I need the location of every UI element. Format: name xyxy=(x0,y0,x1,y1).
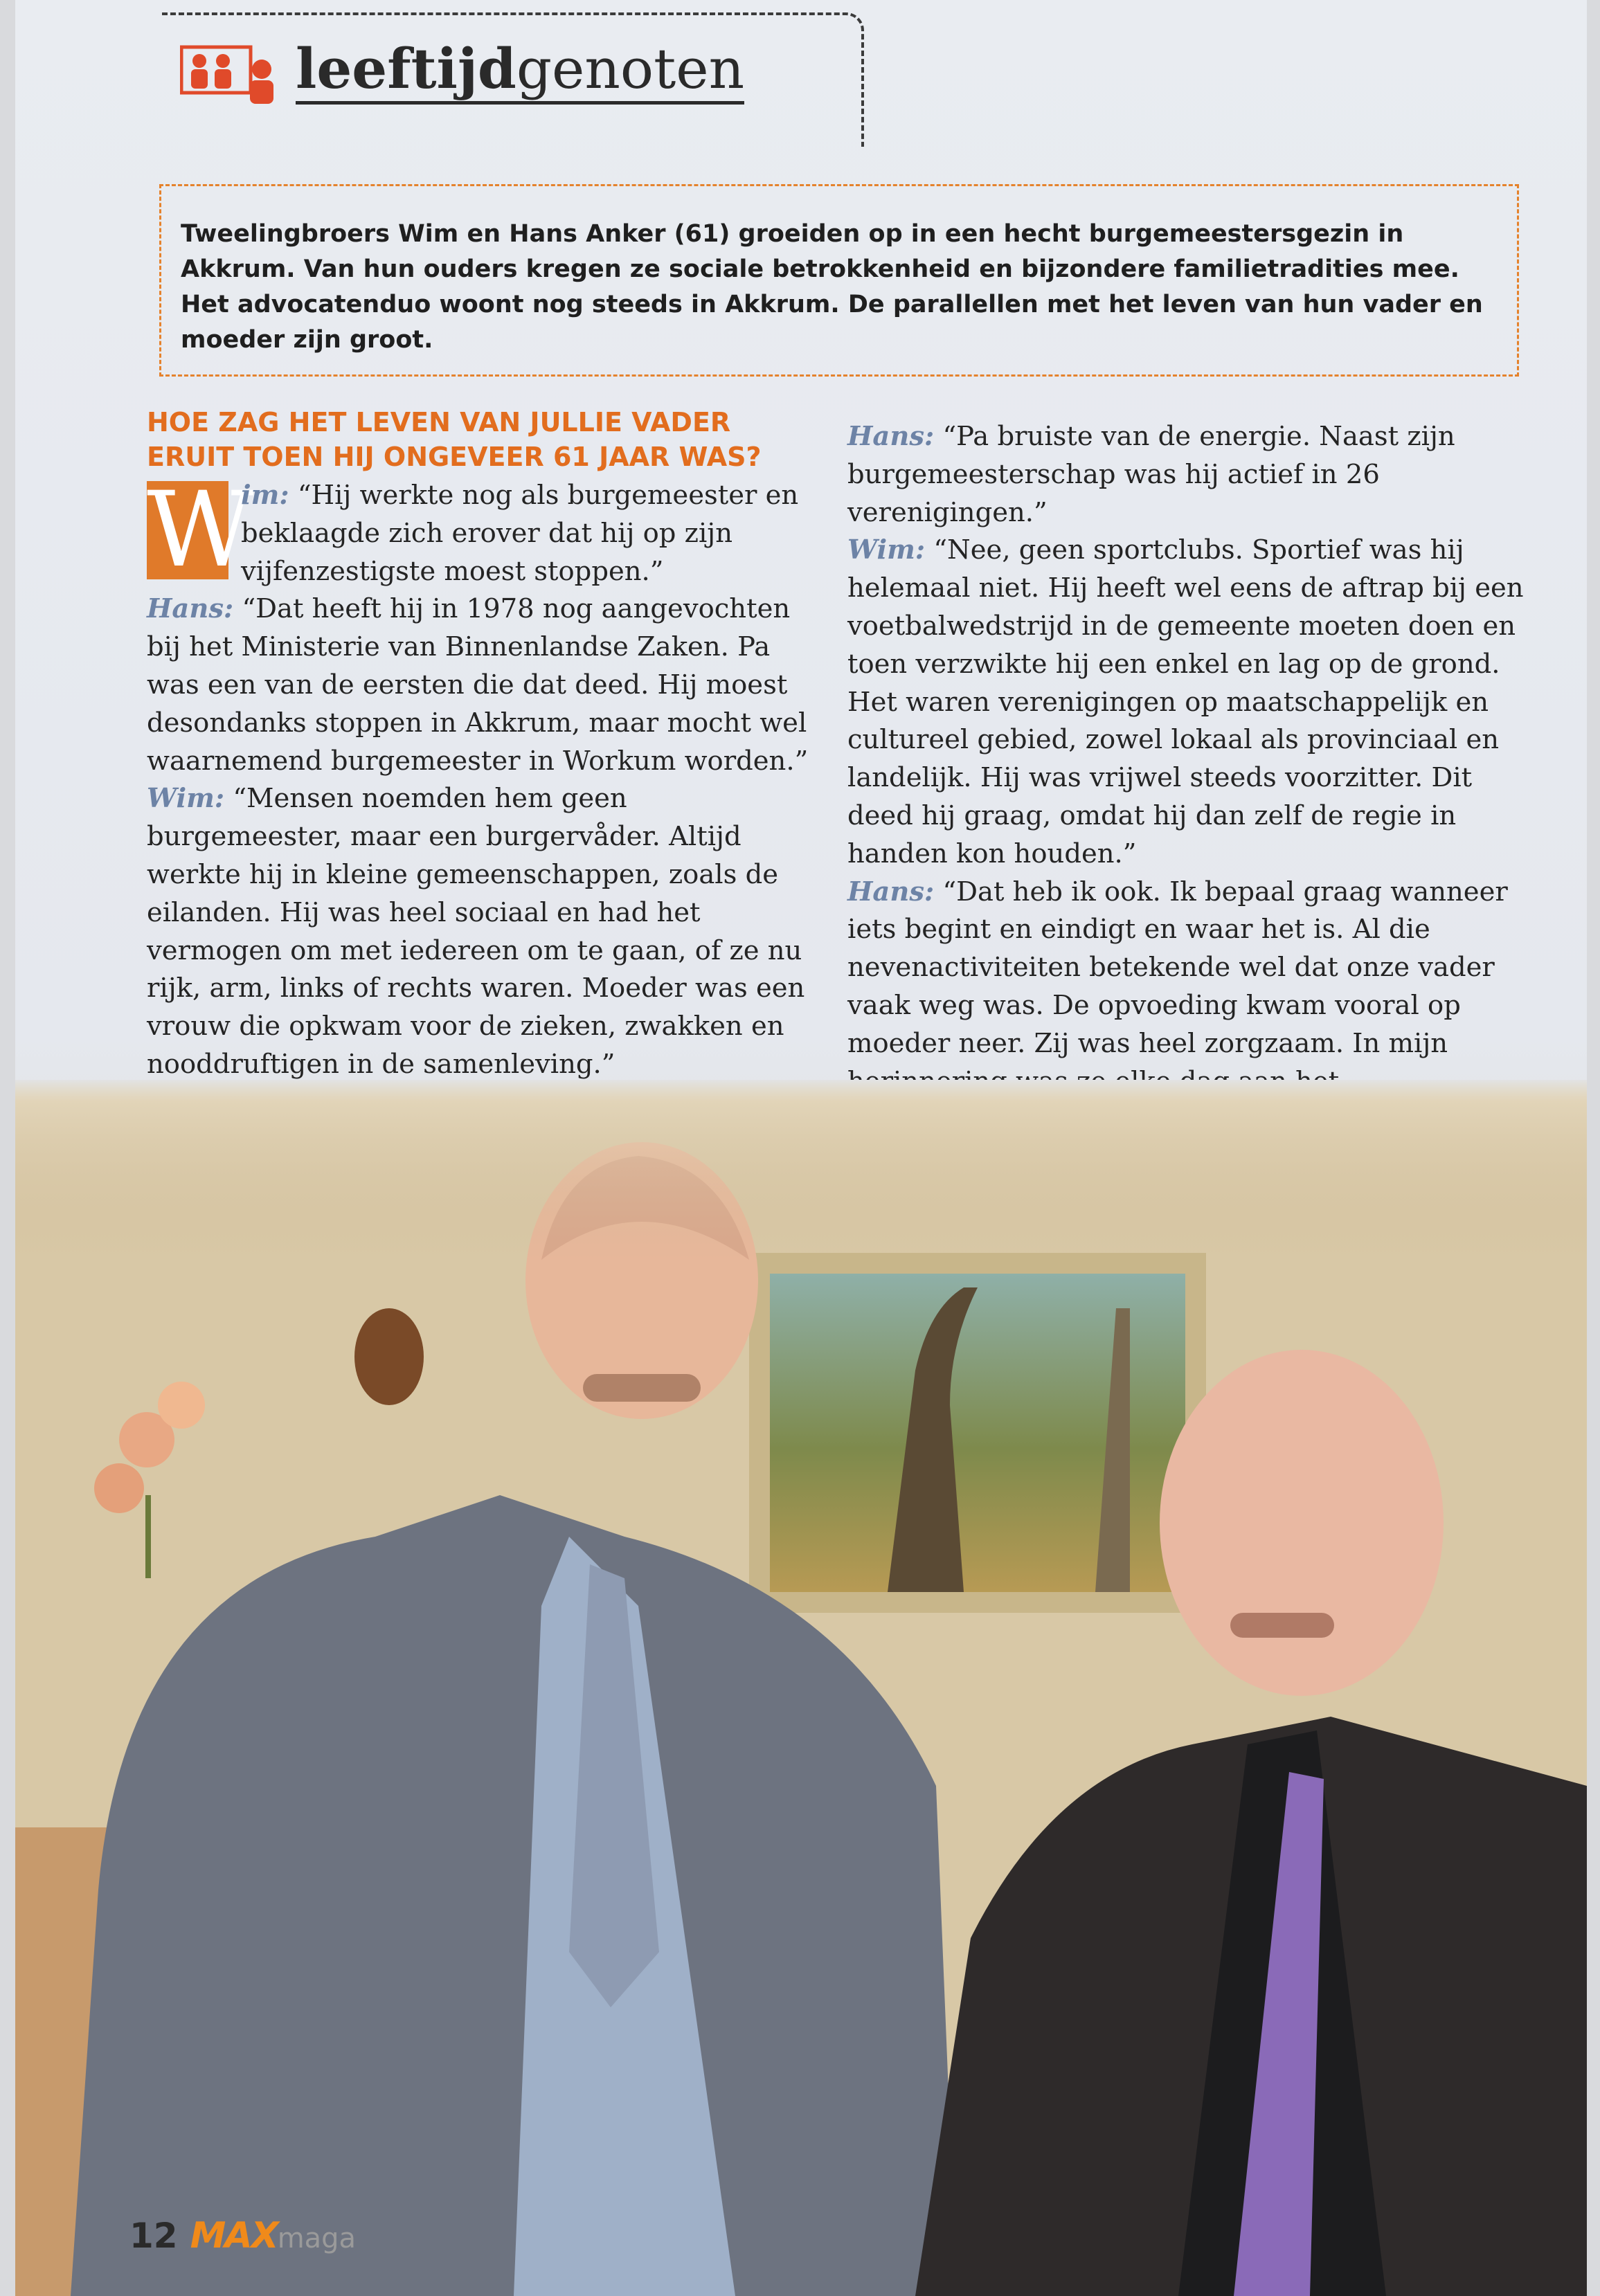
magazine-brand-rest: maga xyxy=(277,2223,357,2254)
speaker-label: Wim: xyxy=(147,783,225,815)
magazine-brand: MAX xyxy=(190,2215,278,2257)
paragraph xyxy=(147,470,811,590)
page-number: 12 xyxy=(129,2216,178,2256)
paragraph xyxy=(847,418,1543,532)
section-title-bold: leeftijd xyxy=(296,36,516,101)
people-group-icon xyxy=(180,43,282,105)
paragraph-text: “Nee, geen sportclubs. Sportief was hij helemaal niet. Hij heeft wel eens de aftrap bij een voetbalwedstrijd in de gemeente moeten doen en toen verzwikte hij een enkel en lag op de grond. Het waren verenigingen op maatschappelijk en cultureel gebied, zowel lokaal als provinciaal en landelijk. Hij was vrijwel steeds voorzitter. Dit deed hij graag, omdat hij dan zelf de regie in handen kon houden.” xyxy=(847,534,1524,869)
intro-box: Tweelingbroers Wim en Hans Anker (61) groeiden op in een hecht burgemeestersgezin in Akkrum. Van hun ouders kregen ze sociale betrokkenheid en bijzondere familietradities mee. Het advocatenduo woont nog steeds in Akkrum. De parallellen met het leven van hun vader en moeder zijn groot. xyxy=(159,184,1519,377)
magazine-page xyxy=(15,0,1587,2296)
drop-cap: W xyxy=(147,470,254,590)
article-column-left xyxy=(147,405,811,1084)
paragraph xyxy=(147,780,811,1083)
paragraph xyxy=(847,532,1543,873)
question-heading: HOE ZAG HET LEVEN VAN JULLIE VADER ERUIT TOEN HIJ ONGEVEER 61 JAAR WAS? xyxy=(147,407,762,472)
speaker-label: Hans: xyxy=(847,876,935,907)
speaker-label: Hans: xyxy=(147,593,234,625)
speaker-label: im: xyxy=(241,480,289,511)
page-footer xyxy=(129,2215,356,2257)
paragraph xyxy=(147,590,811,780)
paragraph-text: “Hij werkte nog als burgemeester en beklaagde zich erover dat hij op zijn vijfenzestigste moest stoppen.” xyxy=(241,480,799,587)
speaker-label: Wim: xyxy=(847,534,926,566)
section-title-rest: genoten xyxy=(516,37,745,101)
section-title xyxy=(296,38,744,105)
paragraph-text: “Pa bruiste van de energie. Naast zijn burgemeesterschap was hij actief in 26 verenigingen.” xyxy=(847,421,1455,528)
paragraph-text: “Dat heb ik ook. Ik bepaal graag wanneer iets begint en eindigt en waar het is. Al die nevenactiviteiten betekende wel dat onze vader vaak weg was. De opvoeding kwam vooral op moeder neer. Zij was heel zorgzaam. In mijn xyxy=(847,876,1508,1059)
paragraph-text: “Mensen noemden hem geen burgemeester, maar een burgervåder. Altijd werkte hij in kleine gemeenschappen, zoals de eilanden. Hij was heel sociaal en had het vermogen om met iedereen om te gaan, of ze nu rijk, arm, links of rechts waren. Moeder was een vrouw die opkwam voor de zieken, zwakken en nooddruftigen in de samenleving.” xyxy=(147,783,805,1080)
speaker-label: Hans: xyxy=(847,421,935,452)
paragraph-text: “Dat heeft hij in 1978 nog aangevochten bij het Ministerie van Binnenlandse Zaken. Pa was een van de eersten die dat deed. Hij moest desondanks stoppen in Akkrum, maar mocht wel waarnemend burgemeester in Workum worden.” xyxy=(147,593,809,777)
twin-brothers-photo xyxy=(15,1080,1587,2296)
